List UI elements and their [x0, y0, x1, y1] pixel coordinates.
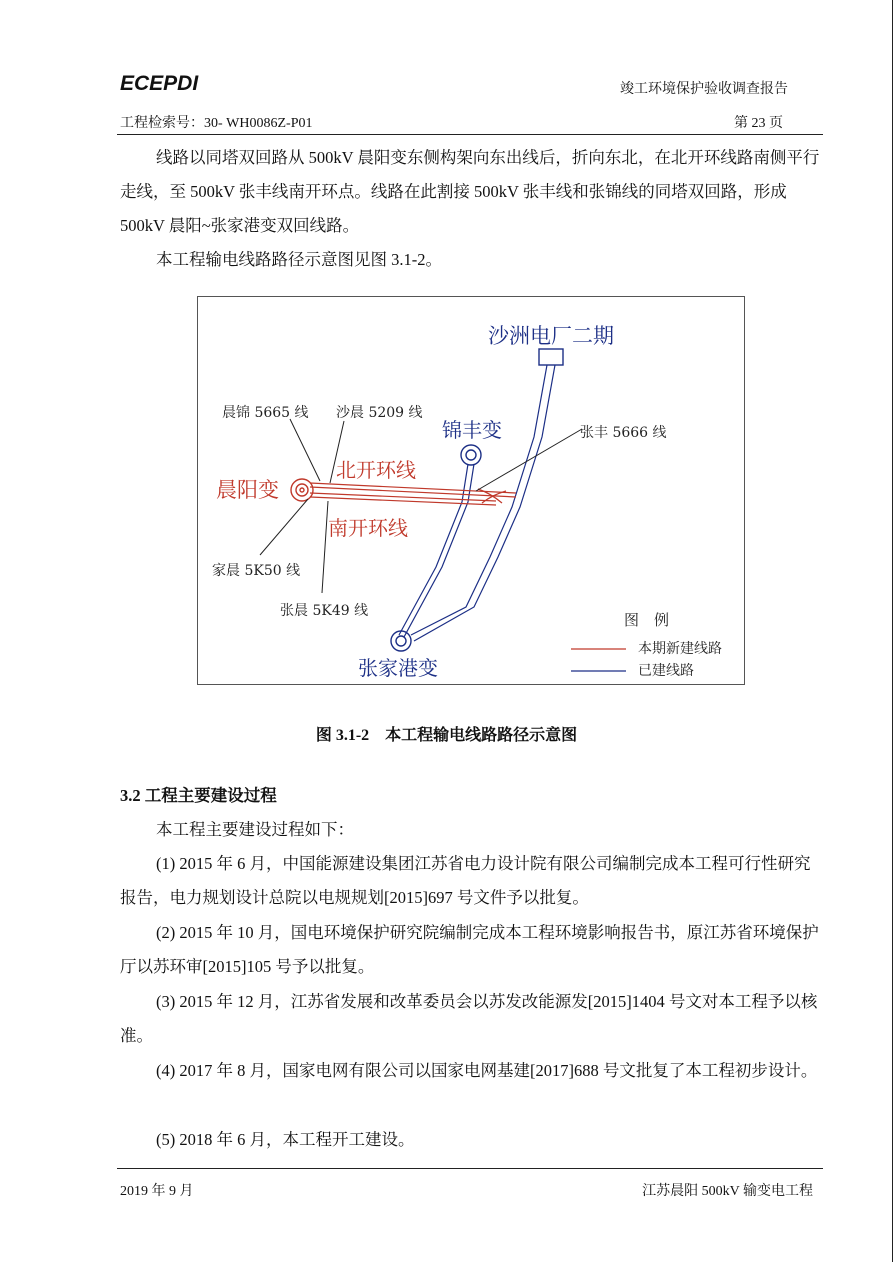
- report-title: 竣工环境保护验收调查报告: [620, 82, 788, 97]
- station-jinfeng-icon: [461, 445, 481, 465]
- section-intro: 本工程主要建设过程如下：: [156, 820, 354, 839]
- label-jinfeng: 锦丰变: [442, 418, 502, 442]
- label-chenyang: 晨阳变: [216, 478, 279, 502]
- list-item-5: (5) 2018 年 6 月，本工程开工建设。: [156, 1130, 415, 1149]
- label-north-loop: 北开环线: [336, 458, 416, 482]
- route-diagram-svg: [198, 297, 746, 686]
- section-heading: 3.2 工程主要建设过程: [120, 786, 277, 805]
- label-zhangfeng: 张丰 5666 线: [580, 425, 667, 441]
- header-divider: [117, 134, 823, 135]
- label-shazhou: 沙洲电厂二期: [488, 324, 614, 348]
- label-zhangchen: 张晨 5K49 线: [280, 603, 369, 619]
- company-logo: ECEPDI: [120, 72, 199, 95]
- label-jiachen: 家晨 5K50 线: [212, 563, 301, 579]
- project-code: 工程检索号：30- WH0086Z-P01: [120, 116, 313, 131]
- body-paragraph-1: 线路以同塔双回路从 500kV 晨阳变东侧构架向东出线后，折向东北，在北开环线路南侧平行走线，至 500kV 张丰线南开环点。线路在此割接 500kV 张丰线和张锦线的同塔双回路，形成 500kV 晨阳~张家港变双回线路。: [120, 148, 820, 235]
- footer-date: 2019 年 9 月: [120, 1184, 194, 1199]
- label-south-loop: 南开环线: [328, 516, 408, 540]
- page-number: 第 23 页: [734, 116, 783, 131]
- label-zhangjiagang: 张家港变: [358, 656, 438, 680]
- footer-divider: [117, 1168, 823, 1169]
- station-shazhou-icon: [539, 349, 563, 365]
- label-chenjin: 晨锦 5665 线: [222, 405, 309, 421]
- leader-zhangchen: [322, 501, 328, 593]
- legend-title: 图 例: [624, 611, 670, 629]
- footer-project: 江苏晨阳 500kV 输变电工程: [642, 1184, 813, 1199]
- figure-caption: 图 3.1-2 本工程输电线路路径示意图: [315, 727, 578, 744]
- legend-existing-label: 已建线路: [638, 663, 694, 679]
- list-item-4: (4) 2017 年 8 月，国家电网有限公司以国家电网基建[2017]688 号文批复了本工程初步设计。: [156, 1061, 818, 1080]
- list-item-2: (2) 2015 年 10 月，国电环境保护研究院编制完成本工程环境影响报告书，原江苏省环境保护厅以苏环审[2015]105 号予以批复。: [120, 923, 819, 976]
- leader-jiachen: [260, 499, 308, 555]
- new-lines: [310, 483, 516, 505]
- route-diagram: [197, 296, 745, 685]
- list-item-1: (1) 2015 年 6 月，中国能源建设集团江苏省电力设计院有限公司编制完成本工程可行性研究报告，电力规划设计总院以电规规划[2015]697 号文件予以批复。: [120, 854, 811, 907]
- list-item-3: (3) 2015 年 12 月，江苏省发展和改革委员会以苏发改能源发[2015]1404 号文对本工程予以核准。: [120, 992, 818, 1045]
- leader-chenjin: [290, 419, 320, 481]
- legend-new-label: 本期新建线路: [638, 641, 722, 657]
- existing-line-shazhou-b: [414, 365, 555, 641]
- station-zhangjiagang-icon: [391, 631, 411, 651]
- label-shachen: 沙晨 5209 线: [336, 405, 423, 421]
- leader-lines: [260, 419, 582, 593]
- station-chenyang-icon: [291, 479, 313, 501]
- body-paragraph-2: 本工程输电线路路径示意图见图 3.1-2。: [156, 250, 442, 269]
